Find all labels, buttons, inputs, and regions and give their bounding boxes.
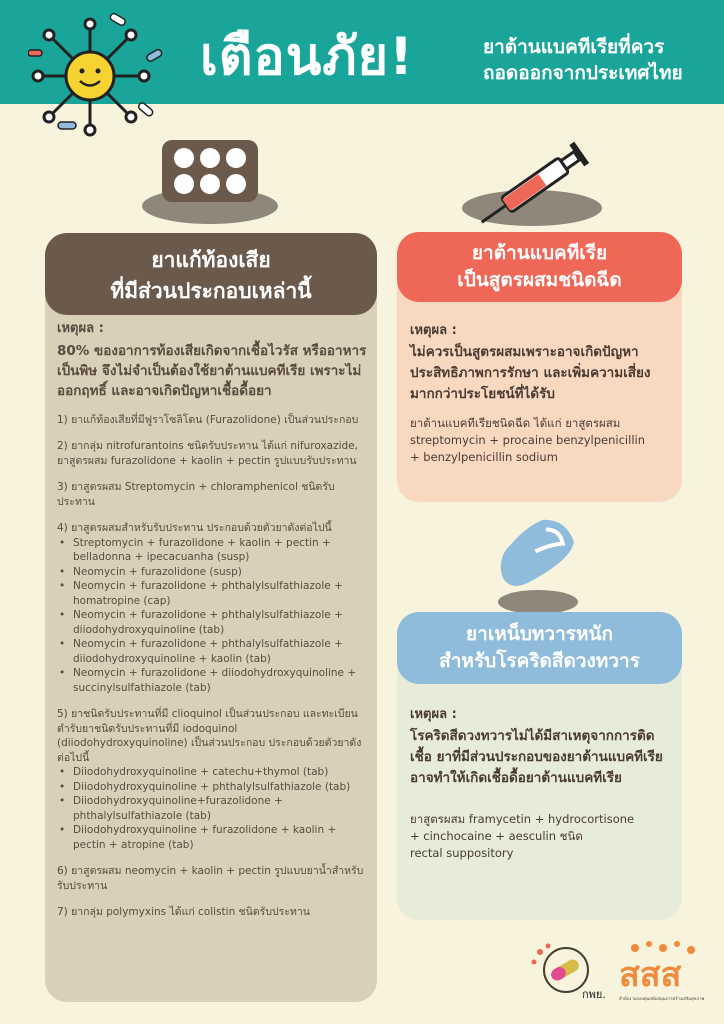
virus-icon [28,10,168,142]
reason-label: เหตุผล : [57,321,104,336]
reason-label: เหตุผล : [410,323,457,338]
left-panel-content [57,322,369,932]
svg-text:สำนักงานกองทุนสนับสนุนการสร้าง: สำนักงานกองทุนสนับสนุนการสร้างเสริมสุขภาพ [619,996,705,1001]
list-item: • Neomycin + furazolidone + phthalylsulfathiazole + diiodohydroxyquinoline + kaolin (tab) [67,637,369,666]
top-right-panel-content [410,322,675,466]
list-item: 4) ยาสูตรผสมสำหรับรับประทาน ประกอบด้วยตัวยาดังต่อไปนี้ • Streptomycin + furazolidone + kaolin + pectin + belladonna + ipecacuanha (susp) • Neomycin + furazolidone (susp) • Neomycin + furazolidone + phthalylsulfathiazole + homatropine (cap) • Neomycin + furazolidone + phthalylsulfathiazole + diiodohydroxyquinoline (tab) • Neomycin + furazolidone + phthalylsulfathiazole + diiodohydroxyquinoline + kaolin (tab) • Neomycin + furazolidone + diiodohydroxyquinoline + succinylsulfathiazole (tab) [57,521,369,695]
list-item: 1) ยาแก้ท้องเสียที่มีฟูราโซลิโดน (Furazolidone) เป็นส่วนประกอบ [57,413,359,426]
list-item: • Diiodohydroxyquinoline+furazolidone + phthalylsulfathiazole (tab) [67,794,369,823]
list-item: 3) ยาสูตรผสม Streptomycin + chloramphenicol ชนิดรับประทาน [57,481,335,508]
svg-text:กพย.: กพย. [582,988,606,1001]
detail-text: + cinchocaine + aesculin ชนิด [410,829,583,843]
list-item: 5) ยาชนิดรับประทานที่มี clioquinol เป็นส่วนประกอบ และทะเบียนตำรับยาชนิดรับประทานที่มี iodoquinol (diiodohydroxyquinoline) เป็นส่วนประกอบ ประกอบด้วยตัวยาดังต่อไปนี้ • Diiodohydroxyquinoline + catechu+thymol (tab) • Diiodohydroxyquinoline + phthalylsulfathiazole (tab) • Diiodohydroxyquinoline+furazolidone + phthalylsulfathiazole (tab) • Diiodohydroxyquinoline + furazolidone + kaolin + pectin + atropine (tab) [57,707,369,852]
list-item: • Neomycin + furazolidone + phthalylsulfathiazole + homatropine (cap) [67,579,369,608]
reason-text: โรคริดสีดวงทวารไม่ได้มีสาเหตุจากการติดเชื้อ ยาที่มีส่วนประกอบของยาต้านแบคทีเรียอาจทำให้เกิดเชื้อดื้อยาต้านแบคทีเรีย [410,728,663,786]
detail-text: ยาสูตรผสม framycetin + hydrocortisone [410,812,635,826]
list-item: • Diiodohydroxyquinoline + furazolidone + kaolin + pectin + atropine (tab) [67,823,369,852]
list-item: 6) ยาสูตรผสม neomycin + kaolin + pectin รูปแบบยาน้ำสำหรับรับประทาน [57,865,364,892]
reason-text: 80% ของอาการท้องเสียเกิดจากเชื้อไวรัส หรืออาหารเป็นพิษ จึงไม่จำเป็นต้องใช้ยาต้านแบคทีเรีย เพราะไม่ออกฤทธิ์ และอาจเกิดปัญหาเชื้อดื้อยา [57,342,367,399]
list-item: • Neomycin + furazolidone (susp) [67,565,369,580]
list-item: 2) ยากลุ่ม nitrofurantoins ชนิดรับประทาน ได้แก่ nifuroxazide, ยาสูตรผสม furazolidone + kaolin + pectin รูปแบบรับประทาน [57,440,359,467]
kpy-logo [526,940,608,1002]
list-item: • Diiodohydroxyquinoline + catechu+thymol (tab) [67,765,369,780]
thaihealth-logo [615,940,709,1012]
list-item: • Neomycin + furazolidone + diiodohydroxyquinoline + succinylsulfathiazole (tab) [67,666,369,695]
bottom-right-panel-heading: ยาเหน็บทวารหนัก สำหรับโรคริดสีดวงทวาร [397,612,682,684]
detail-text: + benzylpenicillin sodium [410,450,558,464]
list-item: • Neomycin + furazolidone + phthalylsulfathiazole + diiodohydroxyquinoline (tab) [67,608,369,637]
detail-text: ยาต้านแบคทีเรียชนิดฉีด ได้แก่ ยาสูตรผสม [410,416,621,430]
tablet-blister-icon [140,138,280,228]
page-subtitle: ยาต้านแบคทีเรียที่ควร ถอดออกจากประเทศไทย [483,36,683,84]
capsule-icon [480,510,600,620]
detail-text: rectal suppository [410,846,514,860]
svg-text:สสส: สสส [619,955,682,995]
reason-text: ไม่ควรเป็นสูตรผสมเพราะอาจเกิดปัญหาประสิทธิภาพการรักษา และเพิ่มความเสี่ยงมากกว่าประโยชน์ที่ได้รับ [410,344,651,402]
list-item: • Streptomycin + furazolidone + kaolin + pectin + belladonna + ipecacuanha (susp) [67,536,369,565]
page-title: เตือนภัย! [200,27,414,87]
left-panel-heading: ยาแก้ท้องเสีย ที่มีส่วนประกอบเหล่านี้ [45,233,377,315]
syringe-icon [460,140,610,230]
detail-text: streptomycin + procaine benzylpenicillin [410,433,646,447]
list-item: 7) ยากลุ่ม polymyxins ได้แก่ colistin ชนิดรับประทาน [57,906,310,918]
bottom-right-panel-content [410,706,675,862]
top-right-panel-heading: ยาต้านแบคทีเรีย เป็นสูตรผสมชนิดฉีด [397,232,682,302]
list-item: • Diiodohydroxyquinoline + phthalylsulfathiazole (tab) [67,780,369,795]
reason-label: เหตุผล : [410,707,457,722]
